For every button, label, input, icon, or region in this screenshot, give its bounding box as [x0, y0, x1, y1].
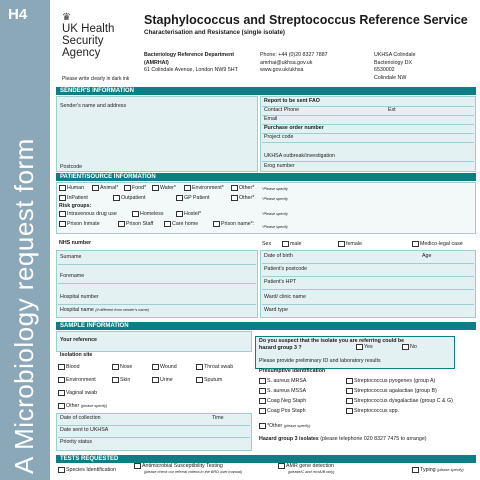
checkbox-square: [59, 195, 66, 201]
checkbox-square: [176, 195, 183, 201]
checkbox-label: Care home: [172, 221, 199, 227]
checkbox-label: (please specify): [80, 404, 108, 408]
checkbox-square: [59, 211, 66, 217]
po-number-field[interactable]: Purchase order number: [262, 124, 474, 134]
date-collection-label: Date of collection: [60, 415, 101, 421]
erog-field[interactable]: Erog number: [264, 163, 295, 169]
hospital-name-label: Hospital name: [60, 307, 94, 313]
dept-name: Bacteriology Reference Department: [144, 52, 235, 58]
ivdu-checkbox[interactable]: [59, 210, 117, 218]
hospital-name-field[interactable]: [58, 306, 256, 317]
checkbox-square: [184, 185, 191, 191]
other-source-checkbox[interactable]: [231, 184, 254, 192]
patient-hpt-field[interactable]: Patient's HPT: [262, 278, 474, 290]
outbreak-field[interactable]: UKHSA outbreak/investigation: [262, 152, 474, 162]
crest-icon: ♛: [62, 12, 71, 23]
nose-checkbox[interactable]: [112, 363, 132, 371]
ext-label: Ext: [388, 107, 396, 113]
hazard-question-2: hazard group 3 ?: [259, 345, 302, 351]
dx-line4: Colindale NW: [374, 74, 407, 81]
checkbox-label: Homeless: [140, 211, 164, 217]
postcode-label: Postcode: [60, 164, 83, 170]
checkbox-label: Food*: [132, 185, 147, 191]
hospital-name-note: (if different from sender's name): [95, 308, 150, 312]
mssa-checkbox[interactable]: [259, 387, 306, 395]
forename-field[interactable]: Forename: [58, 272, 256, 284]
checkbox-square: [164, 221, 171, 227]
throat-swab-checkbox[interactable]: [196, 363, 233, 371]
male-checkbox[interactable]: [282, 240, 301, 248]
form-code: H4: [8, 6, 28, 23]
date-sent-field[interactable]: Date sent to UKHSA: [58, 426, 250, 438]
outpatient-checkbox[interactable]: [113, 194, 145, 202]
checkbox-square: [346, 388, 353, 394]
checkbox-label: No: [410, 344, 417, 350]
hazard-yes-checkbox[interactable]: [356, 343, 373, 351]
hazard-no-checkbox[interactable]: [402, 343, 417, 351]
prison-staff-checkbox[interactable]: [118, 220, 153, 228]
checkbox-label: Blood: [66, 364, 80, 370]
checkbox-square: [176, 211, 183, 217]
sample-bar: SAMPLE INFORMATION: [56, 322, 476, 330]
checkbox-label: Intravenous drug use: [67, 211, 117, 217]
time-label: Time: [212, 415, 224, 421]
form-main: [56, 0, 476, 480]
checkbox-label: GP Patient: [184, 195, 210, 201]
blood-checkbox[interactable]: [58, 363, 80, 371]
prison-inmate-checkbox[interactable]: [59, 220, 100, 228]
address-col3: [374, 52, 416, 82]
address-col2: [260, 52, 328, 75]
environment-checkbox[interactable]: [184, 184, 224, 192]
checkbox-square: [58, 390, 65, 396]
your-ref-label: Your reference: [60, 337, 97, 343]
checkbox-square: [152, 185, 159, 191]
email-field[interactable]: Email: [262, 115, 474, 125]
checkbox-square: [412, 467, 419, 473]
checkbox-label: Outpatient: [121, 195, 146, 201]
checkbox-square: [124, 185, 131, 191]
web-link[interactable]: www.gov.uk/ukhsa: [260, 67, 304, 73]
hospital-number-field[interactable]: Hospital number: [58, 293, 256, 305]
checkbox-square: [58, 364, 65, 370]
patient-bar: PATIENT/SOURCE INFORMATION: [56, 173, 476, 181]
checkbox-label: Nose: [120, 364, 133, 370]
ward-field[interactable]: Ward/ clinic name: [262, 293, 474, 305]
checkbox-square: [58, 403, 65, 409]
checkbox-label: Streptococcus dysgalactiae (group C & G): [354, 398, 453, 404]
checkbox-square: [412, 241, 419, 247]
nhs-number-label: NHS number: [59, 240, 92, 246]
checkbox-square: [196, 364, 203, 370]
specify-2: *Please specify: [262, 197, 288, 201]
presumptive-label: Presumptive identification: [259, 368, 326, 374]
checkbox-label: female: [346, 241, 362, 247]
checkbox-label: Throat swab: [204, 364, 234, 370]
environment-site-checkbox[interactable]: [58, 376, 96, 384]
prison-name-checkbox[interactable]: [213, 220, 254, 228]
checkbox-label: Typing: [420, 467, 436, 473]
checkbox-square: [152, 377, 159, 383]
checkbox-square: [112, 377, 119, 383]
checkbox-label: Environment: [66, 377, 96, 383]
strep-agalactiae-checkbox[interactable]: [346, 387, 437, 395]
strep-dysgalactiae-checkbox[interactable]: [346, 397, 453, 405]
checkbox-label: Hazard group 3 isolates: [259, 436, 319, 442]
date-collection-field[interactable]: [58, 414, 250, 426]
checkbox-square: [278, 463, 285, 469]
sputum-checkbox[interactable]: [196, 376, 222, 384]
checkbox-square: [402, 344, 409, 350]
checkbox-label: Streptococcus agalactiae (group B): [354, 388, 437, 394]
urine-checkbox[interactable]: [152, 376, 173, 384]
other-patient-checkbox[interactable]: [231, 194, 254, 202]
medico-legal-checkbox[interactable]: [412, 240, 463, 248]
checkbox-label: Other*: [239, 195, 255, 201]
isolation-site-label: Isolation site: [60, 352, 93, 358]
checkbox-square: [259, 398, 266, 404]
hazard-note: Please provide preliminary ID and laboratory results: [259, 358, 381, 364]
checkbox-square: [338, 241, 345, 247]
homeless-checkbox[interactable]: [132, 210, 164, 218]
skin-checkbox[interactable]: [112, 376, 130, 384]
food-checkbox[interactable]: [124, 184, 146, 192]
checkbox-square: [231, 195, 238, 201]
dx-line3: 6530002: [374, 67, 395, 73]
sidebar: [0, 0, 50, 480]
wound-checkbox[interactable]: [152, 363, 177, 371]
sex-label: Sex: [262, 241, 272, 247]
animal-checkbox[interactable]: [92, 184, 118, 192]
checkbox-label: Hostel*: [184, 211, 202, 217]
strep-spp-checkbox[interactable]: [346, 407, 399, 415]
checkbox-label: Water*: [160, 185, 176, 191]
checkbox-square: [231, 185, 238, 191]
checkbox-square: [259, 378, 266, 384]
dob-label: Date of birth: [264, 253, 293, 259]
checkbox-square: [113, 195, 120, 201]
checkbox-square: [346, 408, 353, 414]
water-checkbox[interactable]: [152, 184, 176, 192]
dept-abbrev: (AMRHAI): [144, 59, 169, 66]
specify-3: *Please specify: [262, 212, 288, 216]
sender-bar: SENDER'S INFORMATION: [56, 87, 476, 95]
dx-line2: Bacteriology DX: [374, 59, 412, 66]
checkbox-label: Other: [66, 403, 80, 409]
checkbox-square: [92, 185, 99, 191]
org-name-1: UK Health: [62, 23, 115, 35]
typing-checkbox[interactable]: [412, 466, 464, 474]
checkbox-label: Urine: [160, 377, 173, 383]
checkbox-square: [58, 377, 65, 383]
checkbox-square: [112, 364, 119, 370]
checkbox-square: [213, 221, 220, 227]
tests-bar: TESTS REQUESTED: [56, 455, 476, 463]
checkbox-square: [134, 463, 141, 469]
checkbox-square: [346, 378, 353, 384]
checkbox-square: [152, 364, 159, 370]
checkbox-label: Human: [67, 185, 85, 191]
coag-pos-checkbox[interactable]: [259, 407, 306, 415]
hazard-question-1: Do you suspect that the isolate you are referring could be: [259, 338, 405, 344]
org-name-3: Agency: [62, 47, 101, 59]
checkbox-label: *Other: [267, 423, 283, 429]
sender-name-label: Sender's name and address: [60, 103, 127, 109]
checkbox-label: Wound: [160, 364, 177, 370]
specify-1: *Please specify: [262, 187, 288, 191]
phone: Phone: +44 (0)20 8327 7887: [260, 52, 328, 58]
checkbox-square: [259, 388, 266, 394]
ast-note: (please check our referral criteria in the BRD user manual): [144, 470, 243, 474]
checkbox-label: Skin: [120, 377, 131, 383]
checkbox-label: S. aureus MRSA: [267, 378, 307, 384]
gp-patient-checkbox[interactable]: [176, 194, 210, 202]
checkbox-label: Animal*: [100, 185, 119, 191]
checkbox-square: [259, 423, 266, 429]
checkbox-label: Vaginal swab: [66, 390, 98, 396]
care-home-checkbox[interactable]: [164, 220, 198, 228]
checkbox-label: Environment*: [192, 185, 224, 191]
checkbox-square: [346, 398, 353, 404]
patient-postcode-field[interactable]: Patient's postcode: [262, 265, 474, 277]
amr-note: (please/C and mcrA/B only): [288, 470, 335, 474]
checkbox-label: Prison Staff: [126, 221, 154, 227]
checkbox-square: [196, 377, 203, 383]
checkbox-label: (please telephone 020 8327 7475 to arrange): [320, 436, 427, 442]
ukhsa-logo: [62, 12, 134, 82]
female-checkbox[interactable]: [338, 240, 362, 248]
email-link[interactable]: amrhai@ukhsa.gov.uk: [260, 59, 313, 66]
mrsa-checkbox[interactable]: [259, 377, 306, 385]
strep-pyogenes-checkbox[interactable]: [346, 377, 435, 385]
write-note: Please write clearly in dark ink: [62, 76, 130, 82]
contact-phone-label: Contact Phone: [264, 107, 300, 113]
checkbox-square: [58, 467, 65, 473]
checkbox-label: Species Identification: [66, 467, 117, 473]
dx-line1: UKHSA Colindale: [374, 52, 416, 58]
project-code-field[interactable]: Project code: [262, 133, 474, 143]
page-title: Staphylococcus and Streptococcus Reference Service: [144, 13, 468, 27]
checkbox-square: [118, 221, 125, 227]
checkbox-square: [356, 344, 363, 350]
surname-field[interactable]: Surname: [58, 253, 256, 265]
checkbox-square: [132, 211, 139, 217]
report-fao[interactable]: Report to be sent FAO: [262, 97, 474, 107]
checkbox-label: Sputum: [204, 377, 223, 383]
species-id-checkbox[interactable]: [58, 466, 116, 474]
coag-neg-checkbox[interactable]: [259, 397, 306, 405]
hazard-isolates-note: [259, 436, 427, 443]
specify-4: *Please specify: [262, 225, 288, 229]
hostel-checkbox[interactable]: [176, 210, 201, 218]
checkbox-label: Prison Inmate: [67, 221, 100, 227]
checkbox-label: Prison name*:: [221, 221, 255, 227]
vaginal-swab-checkbox[interactable]: [58, 389, 97, 397]
checkbox-label: Streptococcus pyogenes (group A): [354, 378, 436, 384]
human-checkbox[interactable]: [59, 184, 84, 192]
checkbox-label: (please specify): [437, 468, 464, 472]
age-label: Age: [422, 253, 432, 259]
checkbox-label: Medico-legal case: [420, 241, 463, 247]
other-site-checkbox[interactable]: [58, 402, 107, 410]
checkbox-square: [282, 241, 289, 247]
sex-row: [262, 240, 271, 248]
checkbox-label: Antimicrobial Susceptibility Testing: [142, 463, 223, 469]
page-subtitle: Characterisation and Resistance (single isolate): [144, 29, 285, 36]
checkbox-label: Coag Pos Staph: [267, 408, 306, 414]
inpatient-checkbox[interactable]: [59, 194, 88, 202]
checkbox-label: S. aureus MSSA: [267, 388, 307, 394]
address-col1: [144, 52, 238, 75]
checkbox-square: [59, 185, 66, 191]
checkbox-label: Yes: [364, 344, 373, 350]
dob-field[interactable]: [262, 252, 474, 264]
checkbox-label: male: [290, 241, 302, 247]
checkbox-label: (please specify): [283, 424, 311, 428]
checkbox-label: Coag Neg Staph: [267, 398, 307, 404]
risk-groups-label: Risk groups:: [59, 203, 92, 209]
checkbox-label: AMR gene detection: [286, 463, 334, 469]
org-name-2: Security: [62, 35, 104, 47]
checkbox-label: Other*: [239, 185, 255, 191]
priority-field[interactable]: Priority status: [60, 439, 93, 445]
checkbox-label: Streptococcus spp.: [354, 408, 400, 414]
ward-type-field[interactable]: Ward type: [264, 307, 288, 313]
other-id-checkbox[interactable]: [259, 422, 310, 430]
dept-address: 61 Colindale Avenue, London NW9 5HT: [144, 67, 238, 73]
checkbox-square: [259, 408, 266, 414]
checkbox-square: [59, 221, 66, 227]
checkbox-label: InPatient: [67, 195, 88, 201]
sidebar-title: A Microbiology request form: [9, 138, 39, 474]
